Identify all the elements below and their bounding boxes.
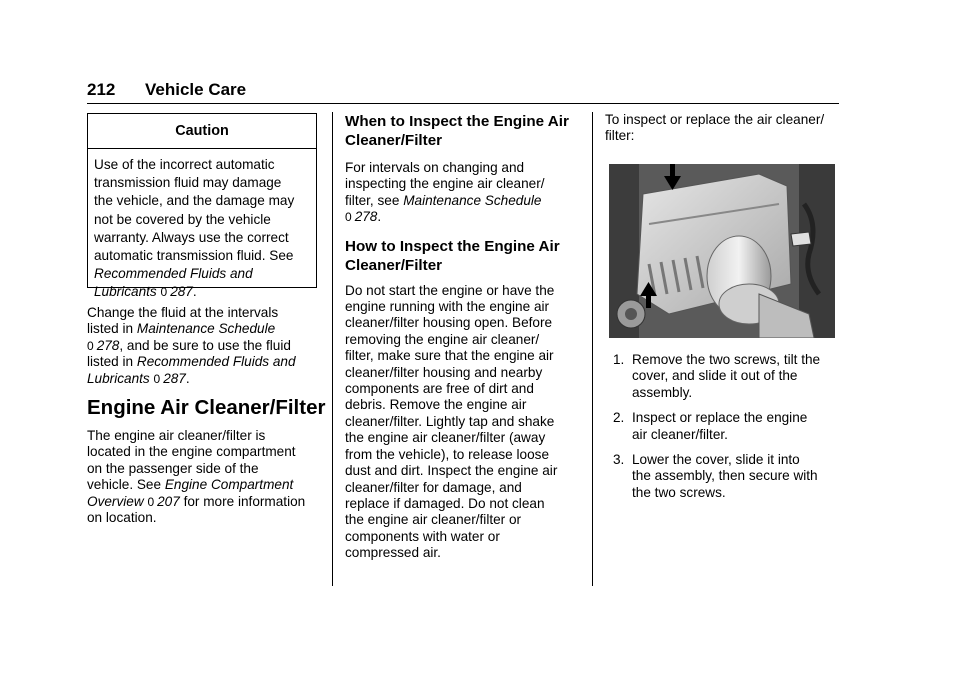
page-ref-icon: 0: [345, 210, 352, 225]
text-line: components with water or: [345, 528, 500, 544]
page-number: 212: [87, 80, 116, 99]
text-line: dust and dirt. Inspect the engine air: [345, 463, 558, 479]
text-line: on the passenger side of the: [87, 460, 259, 476]
text-line: the engine air cleaner/filter (away: [345, 430, 546, 446]
caution-line: automatic transmission fluid. See: [94, 248, 294, 264]
subheading: Cleaner/Filter: [345, 132, 443, 149]
text-line: on location.: [87, 510, 157, 526]
page-ref[interactable]: 278: [96, 337, 120, 353]
steps-list: [605, 352, 845, 501]
header-rule: [87, 103, 839, 104]
col1-para1: [87, 305, 322, 387]
caution-ref-link[interactable]: Recommended Fluids and: [94, 266, 253, 282]
subheading: How to Inspect the Engine Air: [345, 237, 560, 255]
punctuation: .: [377, 209, 382, 225]
step-number: 2.: [613, 410, 625, 426]
section-heading: Engine Air Cleaner/Filter: [87, 396, 326, 419]
caution-body: [88, 156, 316, 302]
caution-divider: [88, 148, 316, 149]
subheading: When to Inspect the Engine Air: [345, 113, 569, 130]
text-line: the two screws.: [632, 484, 726, 500]
text-line: the engine air cleaner/filter or: [345, 512, 522, 528]
recommended-fluids-link[interactable]: Lubricants: [87, 370, 150, 386]
caution-ref-link[interactable]: Lubricants: [94, 284, 157, 300]
text-line: inspecting the engine air cleaner/: [345, 176, 545, 192]
text-line: For intervals on changing and: [345, 160, 525, 175]
text-line: Inspect or replace the engine: [632, 410, 808, 426]
text-line: cleaner/filter housing open. Before: [345, 315, 553, 331]
col1-para2: [87, 428, 327, 526]
col3-intro: [605, 112, 845, 145]
column-divider: [332, 112, 333, 586]
section-title: Vehicle Care: [145, 80, 247, 99]
column-divider: [592, 112, 593, 586]
text-line: Change the fluid at the intervals: [87, 305, 279, 320]
text-span: listed in: [87, 321, 137, 337]
caution-line: transmission fluid may damage: [94, 175, 282, 191]
text-line: compressed air.: [345, 545, 441, 561]
step-number: 1.: [613, 352, 625, 367]
punctuation: .: [192, 284, 197, 300]
text-span: filter, see: [345, 192, 404, 208]
text-line: assembly.: [632, 384, 693, 400]
text-line: Remove the two screws, tilt the: [632, 352, 821, 367]
text-line: from the vehicle), to release loose: [345, 446, 550, 462]
maintenance-schedule-link[interactable]: Maintenance Schedule: [136, 321, 276, 337]
caution-title: Caution: [175, 123, 229, 139]
recommended-fluids-link[interactable]: Recommended Fluids and: [136, 354, 296, 370]
list-item: [605, 452, 845, 501]
maintenance-schedule-link[interactable]: Maintenance Schedule: [403, 192, 542, 208]
page-header: [87, 80, 246, 100]
text-line: Lower the cover, slide it into: [632, 452, 800, 468]
page-ref[interactable]: 207: [157, 493, 180, 509]
page-ref-icon: 0: [160, 285, 168, 300]
text-line: The engine air cleaner/filter is: [87, 428, 266, 443]
text-line: To inspect or replace the air cleaner/: [605, 112, 825, 127]
text-span: vehicle. See: [87, 477, 165, 493]
text-line: located in the engine compartment: [87, 444, 296, 460]
page-ref-icon: 0: [153, 371, 161, 386]
caution-line: the vehicle, and the damage may: [94, 193, 295, 209]
engine-compartment-link[interactable]: Overview: [87, 493, 144, 509]
caution-line: not be covered by the vehicle: [94, 211, 271, 227]
engine-compartment-link[interactable]: Engine Compartment: [164, 477, 294, 493]
caution-ref-page[interactable]: 287: [170, 284, 193, 300]
caution-box: [87, 113, 317, 300]
text-line: cleaner/filter for damage, and: [345, 479, 522, 495]
col3-steps: [605, 352, 845, 510]
engine-air-cleaner-photo: [609, 164, 835, 338]
list-item: [605, 410, 845, 443]
page-ref[interactable]: 287: [163, 370, 186, 386]
text-span: for more information: [179, 493, 306, 509]
page-ref-icon: 0: [87, 338, 94, 353]
step-number: 3.: [613, 452, 625, 468]
text-line: replace if damaged. Do not clean: [345, 495, 545, 511]
text-line: engine running with the engine air: [345, 299, 550, 315]
text-line: the assembly, then secure with: [632, 468, 818, 484]
text-line: removing the engine air cleaner/: [345, 331, 540, 347]
text-line: components are free of dirt and: [345, 381, 534, 397]
col2: [345, 112, 585, 562]
caution-line: warranty. Always use the correct: [94, 229, 289, 245]
caution-line: Use of the incorrect automatic: [94, 157, 275, 172]
text-line: filter, make sure that the engine air: [345, 348, 554, 364]
text-span: , and be sure to use the fluid: [119, 337, 291, 353]
text-line: debris. Remove the engine air: [345, 397, 527, 413]
text-line: cleaner/filter housing and nearby: [345, 364, 543, 380]
text-span: listed in: [87, 354, 137, 370]
text-line: cleaner/filter. Lightly tap and shake: [345, 413, 555, 429]
text-line: cover, and slide it out of the: [632, 368, 798, 384]
punctuation: .: [185, 370, 190, 386]
text-line: Do not start the engine or have the: [345, 282, 555, 298]
page-ref[interactable]: 278: [354, 209, 378, 225]
text-line: air cleaner/filter.: [632, 426, 728, 442]
text-line: filter:: [605, 128, 635, 144]
subheading: Cleaner/Filter: [345, 256, 443, 274]
page-ref-icon: 0: [147, 494, 155, 509]
list-item: [605, 352, 845, 401]
